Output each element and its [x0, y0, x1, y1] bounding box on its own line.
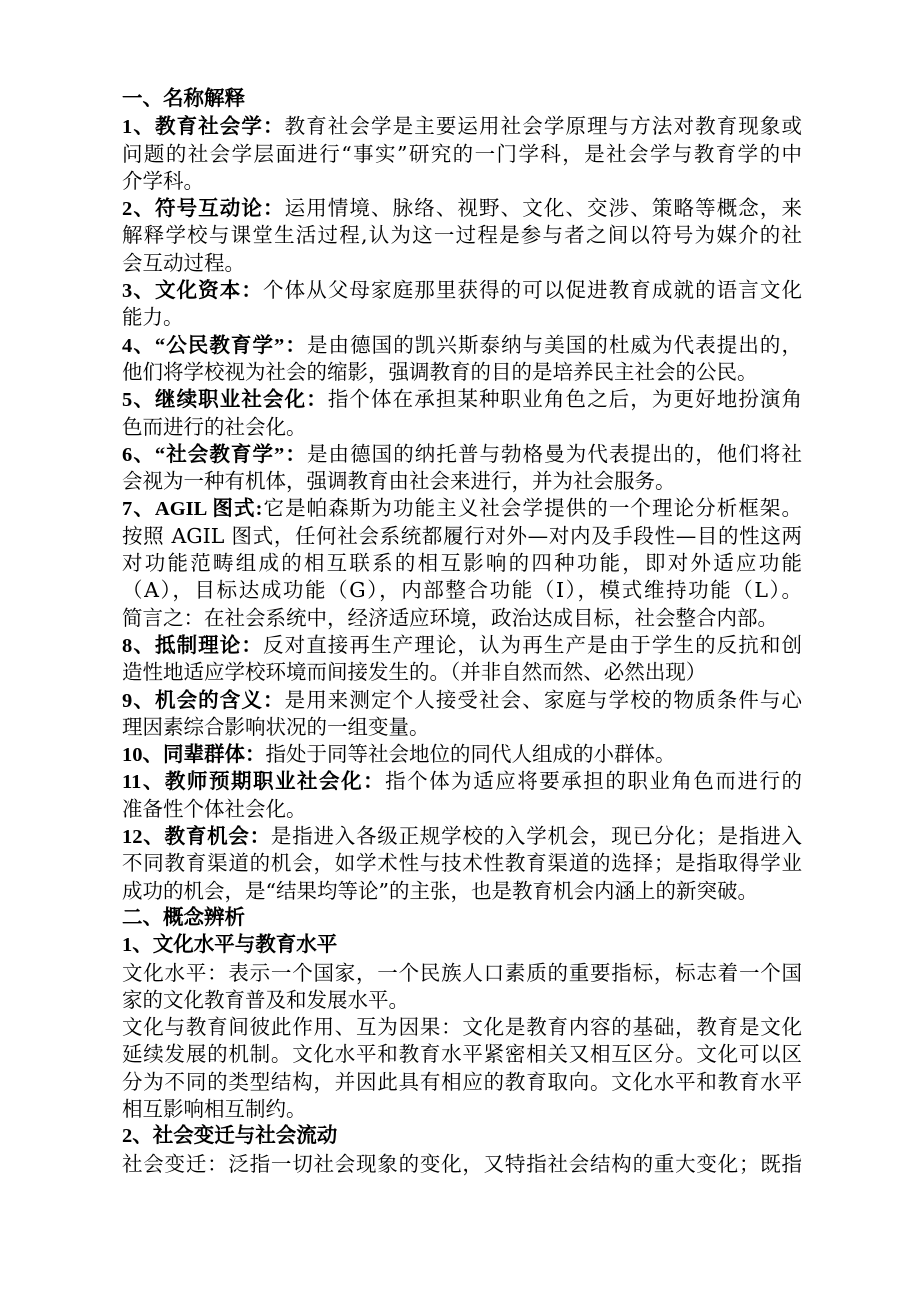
text-line: [122, 1151, 802, 1178]
term-label: 1、教育社会学：: [122, 116, 285, 139]
line-text: 会互动过程。: [122, 250, 245, 275]
text-line: [122, 332, 802, 359]
text-line: [122, 550, 802, 577]
text-line: [122, 468, 802, 495]
text-line: [122, 113, 802, 140]
definition-paragraph: [122, 768, 802, 823]
line-text: 指个体在承担某种职业角色之后，为更好地扮演角: [327, 387, 803, 412]
text-line: [122, 987, 802, 1014]
line-text: （A），目标达成功能（G），内部整合功能（I），模式维持功能（L）。: [122, 578, 802, 603]
section-heading: 2、社会变迁与社会流动: [122, 1125, 338, 1148]
line-text: 相互影响相互制约。: [122, 1096, 307, 1121]
term-label: 10、同辈群体：: [122, 744, 266, 767]
line-text: 不同教育渠道的机会，如学术性与技术性教育渠道的选择；是指取得学业: [122, 851, 802, 876]
term-label: 11、教师预期职业社会化：: [122, 771, 386, 794]
document-body: [122, 86, 802, 1178]
line-text: 延续发展的机制。文化水平和教育水平紧密相关又相互区分。文化可以区: [122, 1042, 802, 1067]
text-line: [122, 605, 802, 632]
text-line: [122, 141, 802, 168]
definition-paragraph: [122, 687, 802, 742]
text-line: [122, 796, 802, 823]
line-text: 它是帕森斯为功能主义社会学提供的一个理论分析框架。: [262, 496, 803, 521]
text-line: [122, 441, 802, 468]
line-text: 成功的机会，是“结果均等论”的主张，也是教育机会内涵上的新突破。: [122, 878, 758, 903]
section-heading: 1、文化水平与教育水平: [122, 934, 338, 957]
line-text: 造性地适应学校环境而间接发生的。（并非自然而然、必然出现）: [122, 660, 707, 685]
text-line: [122, 741, 802, 768]
section-heading: 二、概念辨析: [122, 906, 245, 929]
definition-paragraph: [122, 195, 802, 277]
text-line: [122, 304, 802, 331]
definition-paragraph: [122, 495, 802, 631]
line-text: 文化水平：表示一个国家，一个民族人口素质的重要指标，标志着一个国: [122, 960, 802, 985]
term-label: 2、符号互动论：: [122, 198, 285, 221]
text-line: [122, 250, 802, 277]
line-text: 分为不同的类型结构，并因此具有相应的教育取向。文化水平和教育水平: [122, 1069, 802, 1094]
definition-paragraph: [122, 277, 802, 332]
text-line: [122, 168, 802, 195]
definition-paragraph: [122, 823, 802, 905]
line-text: 理因素综合影响状况的一组变量。: [122, 714, 430, 739]
line-text: 问题的社会学层面进行“事实”研究的一门学科，是社会学与教育学的中: [122, 141, 802, 166]
line-text: 介学科。: [122, 168, 204, 193]
text-line: [122, 768, 802, 795]
line-text: 他们将学校视为社会的缩影，强调教育的目的是培养民主社会的公民。: [122, 359, 758, 384]
text-line: [122, 1014, 802, 1041]
line-text: 简言之：在社会系统中，经济适应环境，政治达成目标，社会整合内部。: [122, 605, 778, 630]
line-text: 按照 AGIL 图式，任何社会系统都履行对外—对内及手段性—目的性这两: [122, 523, 802, 548]
text-line: [122, 277, 802, 304]
line-text: 是指进入各级正规学校的入学机会，现已分化；是指进入: [270, 824, 803, 849]
term-label: 7、AGIL 图式:: [122, 498, 263, 521]
text-line: [122, 222, 802, 249]
line-text: 社会变迁：泛指一切社会现象的变化，又特指社会结构的重大变化；既指: [122, 1151, 802, 1176]
line-text: 指个体为适应将要承担的职业角色而进行的: [385, 769, 802, 794]
line-text: 反对直接再生产理论，认为再生产是由于学生的反抗和创: [262, 632, 802, 657]
text-line: [122, 386, 802, 413]
term-label: 12、教育机会：: [122, 826, 271, 849]
text-line: [122, 495, 802, 522]
line-text: 是由德国的凯兴斯泰纳与美国的杜威为代表提出的，: [306, 332, 802, 357]
definition-paragraph: [122, 632, 802, 687]
line-text: 会视为一种有机体，强调教育由社会来进行，并为社会服务。: [122, 469, 676, 494]
line-text: 运用情境、脉络、视野、文化、交涉、策略等概念，来: [284, 196, 803, 221]
definition-paragraph: [122, 960, 802, 1015]
text-line: [122, 687, 802, 714]
line-text: 是由德国的纳托普与勃格曼为代表提出的，他们将社: [306, 441, 802, 466]
text-line: [122, 632, 802, 659]
line-text: 指处于同等社会地位的同代人组成的小群体。: [265, 742, 676, 767]
section-heading: 一、名称解释: [122, 88, 245, 110]
text-line: [122, 878, 802, 905]
text-line: [122, 659, 802, 686]
text-line: [122, 1041, 802, 1068]
line-text: 准备性个体社会化。: [122, 796, 307, 821]
text-line: [122, 960, 802, 987]
line-text: 色而进行的社会化。: [122, 414, 307, 439]
term-label: 5、继续职业社会化：: [122, 389, 328, 412]
line-text: 解释学校与课堂生活过程,认为这一过程是参与者之间以符号为媒介的社: [122, 223, 802, 248]
text-line: [122, 714, 802, 741]
line-text: 文化与教育间彼此作用、互为因果：文化是教育内容的基础，教育是文化: [122, 1015, 802, 1040]
definition-paragraph: [122, 113, 802, 195]
text-line: [122, 823, 802, 850]
term-label: 8、抵制理论：: [122, 634, 263, 657]
line-text: 教育社会学是主要运用社会学原理与方法对教育现象或: [284, 114, 803, 139]
line-text: 家的文化教育普及和发展水平。: [122, 987, 409, 1012]
line-text: 能力。: [122, 305, 184, 330]
text-line: [122, 850, 802, 877]
definition-paragraph: [122, 741, 802, 768]
definition-paragraph: [122, 1014, 802, 1123]
term-label: 6、“社会教育学”：: [122, 443, 307, 466]
definition-paragraph: [122, 386, 802, 441]
line-text: 是用来测定个人接受社会、家庭与学校的物质条件与心: [284, 687, 803, 712]
definition-paragraph: [122, 1151, 802, 1178]
text-line: [122, 523, 802, 550]
term-label: 3、文化资本：: [122, 280, 263, 303]
line-text: 个体从父母家庭那里获得的可以促进教育成就的语言文化: [262, 278, 802, 303]
definition-paragraph: [122, 332, 802, 387]
definition-paragraph: [122, 441, 802, 496]
term-label: 4、“公民教育学”：: [122, 334, 307, 357]
text-line: [122, 195, 802, 222]
term-label: 9、机会的含义：: [122, 689, 285, 712]
text-line: [122, 577, 802, 604]
text-line: [122, 359, 802, 386]
text-line: [122, 1069, 802, 1096]
text-line: [122, 1096, 802, 1123]
text-line: [122, 414, 802, 441]
line-text: 对功能范畴组成的相互联系的相互影响的四种功能，即对外适应功能: [122, 551, 802, 576]
